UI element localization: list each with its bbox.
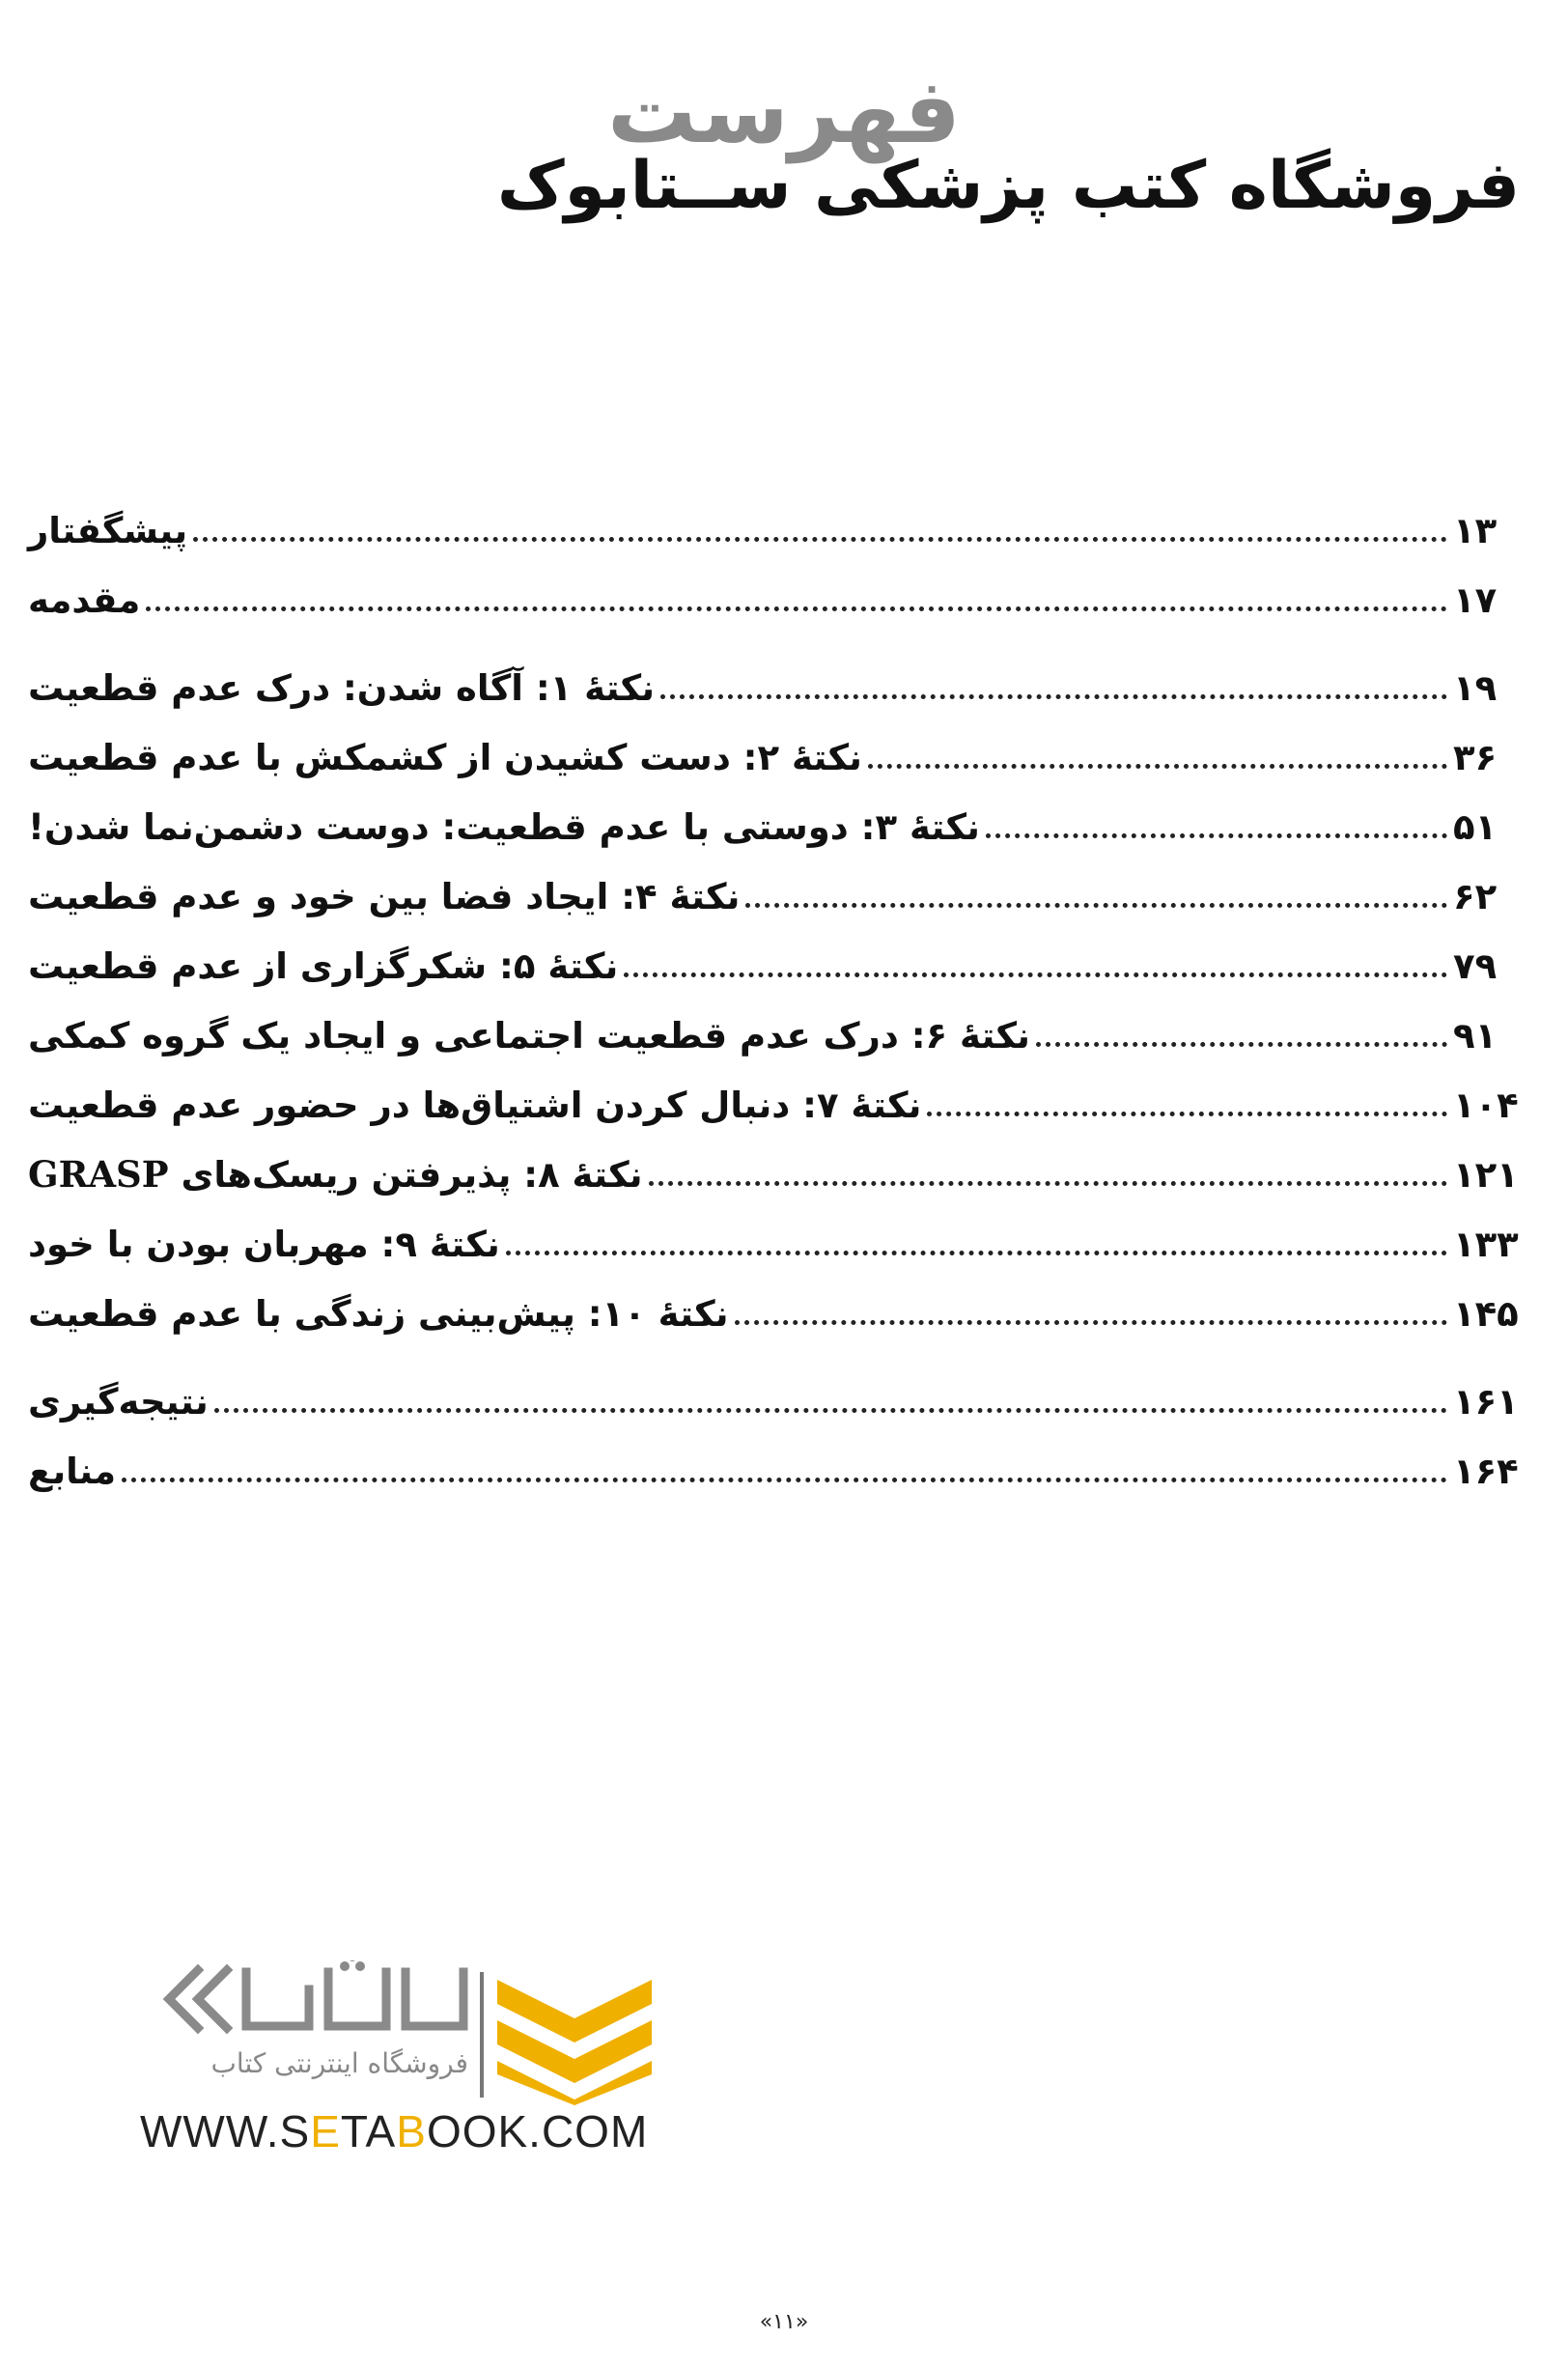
toc-dot-leader [745,903,1447,908]
toc-entry [24,1077,1521,1127]
toc-entry-title: منابع [28,1450,117,1492]
page-heading: فهرست [606,60,962,163]
toc-entry [24,799,1521,849]
toc-dot-leader [649,1181,1448,1186]
toc-entry [24,502,1521,552]
toc-entry-page: ۷۹ [1453,944,1498,987]
toc-entry-title: نکتۀ ۳: دوستی با عدم قطعیت: دوست دشمن‌نما شدن! [28,805,980,848]
toc-entry-title: نکتۀ ۷: دنبال کردن اشتیاق‌ها در حضور عدم قطعیت [28,1084,922,1126]
toc-dot-leader [927,1112,1447,1116]
page-number: «۱۱» [759,2310,809,2334]
toc-dot-leader [122,1478,1447,1482]
toc-entry-title: نکتۀ ۱۰: پیش‌بینی زندگی با عدم قطعیت [28,1292,729,1335]
toc-entry [24,1285,1521,1336]
toc-entry [24,729,1521,779]
website-url: WWW.SETABOOK.COM [140,2106,649,2156]
shop-title: فروشگاه کتب پزشکی ســتابوک [497,148,1520,224]
toc-entry-title: نکتۀ ۹: مهربان بودن با خود [28,1223,500,1265]
toc-entry-page: ۱۴۵ [1453,1292,1519,1335]
logo-subtitle: فروشگاه اینترنتی کتاب [210,2047,468,2079]
toc-entry [24,938,1521,988]
toc-entry [24,1007,1521,1057]
toc-entry [24,572,1521,622]
setabook-logo [140,1960,661,2173]
toc-entry-title: پیشگفتار [28,509,188,551]
toc-dot-leader [868,764,1447,769]
toc-entry [24,1443,1521,1493]
toc-dot-leader [1036,1042,1447,1047]
toc-dot-leader [214,1408,1447,1413]
toc-entry-page: ۵۱ [1453,805,1498,848]
toc-entry-page: ۱۲۱ [1453,1153,1519,1196]
toc-entry-title: نکتۀ ۱: آگاه شدن: درک عدم قطعیت [28,666,656,709]
toc-dot-leader [624,972,1447,977]
logo-divider [480,1972,484,2098]
toc-entry-title: نکتۀ ۴: ایجاد فضا بین خود و عدم قطعیت [28,875,741,917]
toc-entry-title: نکتۀ ۶: درک عدم قطعیت اجتماعی و ایجاد یک گروه کمکی [28,1014,1030,1057]
toc-entry-title: نکتۀ ۲: دست کشیدن از کشمکش با عدم قطعیت [28,736,862,778]
toc-entry [24,1146,1521,1197]
toc-entry-page: ۳۶ [1453,736,1498,778]
toc-entry-title: نکتۀ ۵: شکرگزاری از عدم قطعیت [28,944,619,987]
toc-entry [24,1216,1521,1266]
toc-entry-page: ۱۷ [1453,578,1498,621]
toc-entry-page: ۱۶۴ [1453,1450,1519,1492]
toc-entry-page: ۱۰۴ [1453,1084,1519,1126]
toc-dot-leader [506,1251,1447,1255]
toc-entry-page: ۱۳ [1453,509,1498,551]
toc-entry-page: ۱۶۱ [1453,1380,1519,1423]
toc-dot-leader [146,606,1447,611]
toc-dot-leader [193,537,1447,542]
toc-dot-leader [660,694,1447,699]
toc-entry-page: ۹۱ [1453,1014,1498,1057]
toc-entry-page: ۱۳۳ [1453,1223,1519,1265]
setabook-wordmark-icon [140,1960,473,2038]
toc-entry-page: ۱۹ [1453,666,1498,709]
toc-entry-page: ۶۲ [1453,875,1498,917]
toc-entry-latin: GRASP [28,1152,169,1196]
toc-dot-leader [735,1320,1447,1325]
toc-entry [24,660,1521,710]
book-stack-icon [497,1960,652,2105]
toc-entry-title: نکتۀ ۸: پذیرفتن ریسک‌های GRASP [28,1152,643,1196]
toc-dot-leader [986,833,1447,838]
toc-entry [24,1373,1521,1423]
toc-entry [24,868,1521,918]
toc-entry-title: نتیجه‌گیری [28,1380,209,1423]
toc-entry-title: مقدمه [28,578,141,621]
